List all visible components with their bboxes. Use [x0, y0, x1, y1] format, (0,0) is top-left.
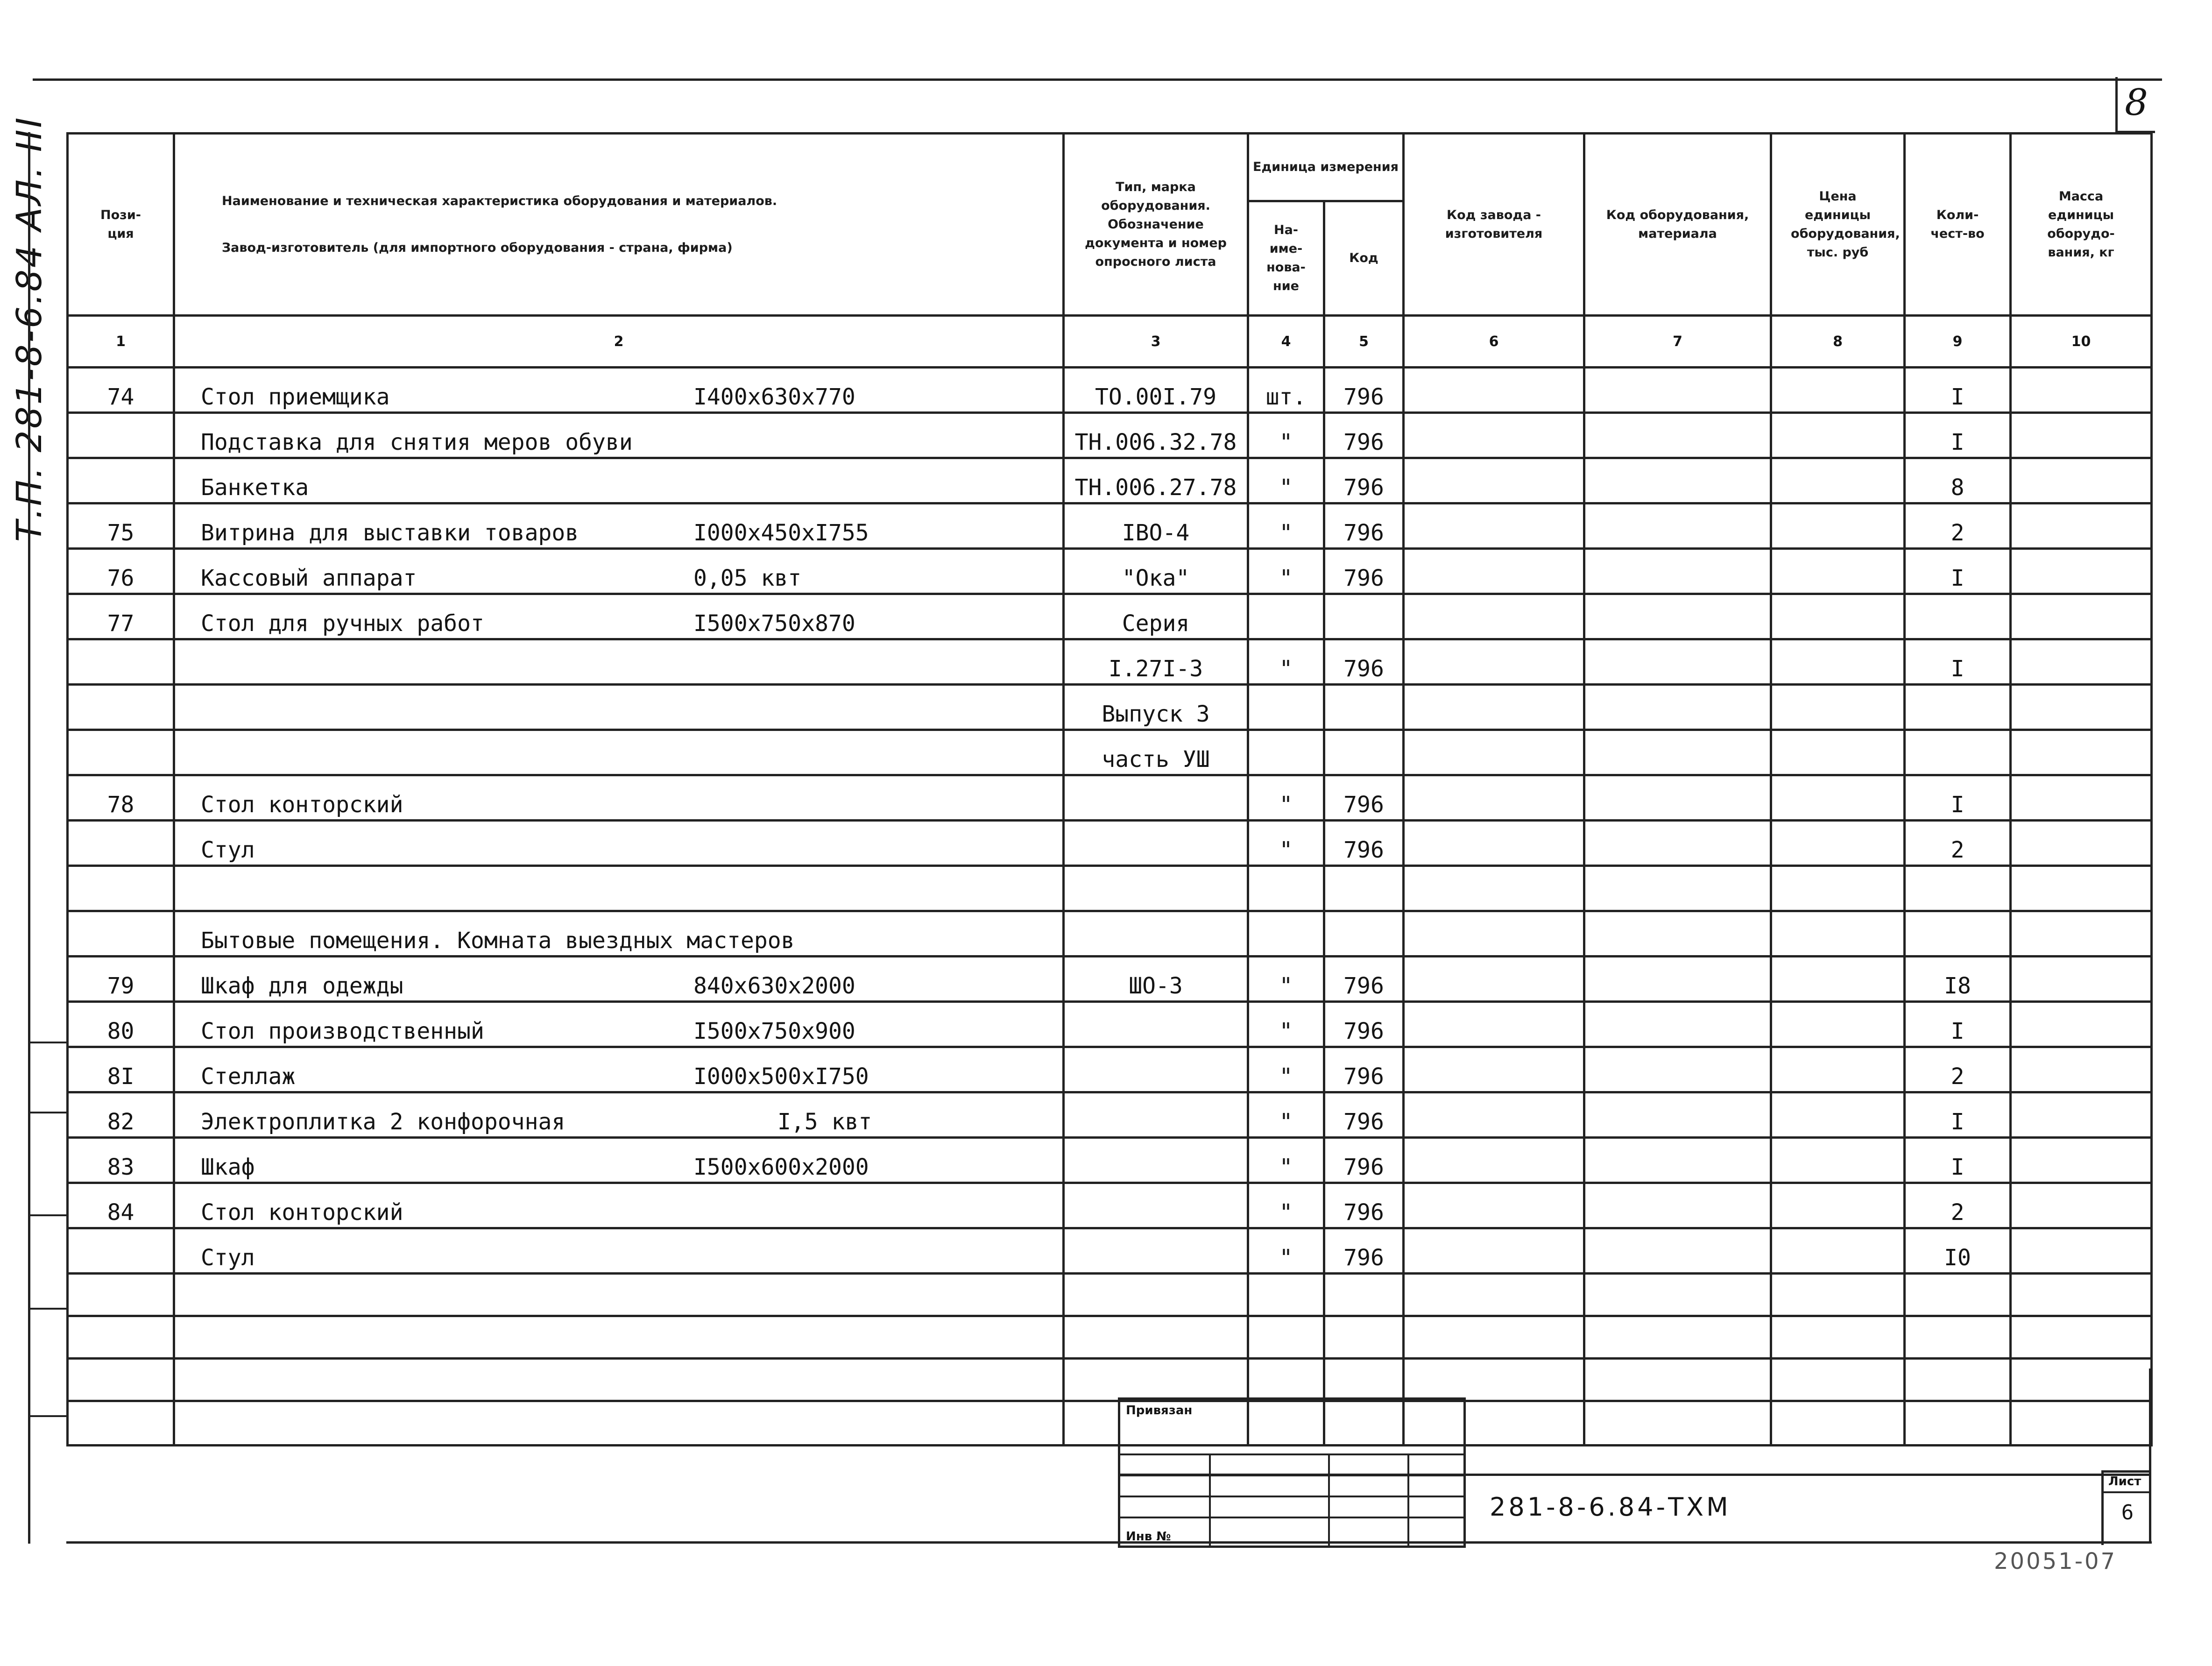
cell-price	[1771, 1002, 1905, 1047]
cell-name: Бытовые помещения. Комната выездных мастеров	[174, 911, 1064, 957]
bottom-frame-line	[66, 1541, 2152, 1544]
cell-name: Банкетка	[174, 458, 1064, 503]
cell-position: 82	[68, 1092, 174, 1138]
cell-quantity: I	[1905, 1138, 2011, 1183]
cell-unit-code: 796	[1324, 1138, 1404, 1183]
cell-type	[1064, 866, 1248, 911]
cell-unit: "	[1248, 458, 1324, 503]
cell-factory-code	[1404, 1228, 1584, 1274]
cell-unit-code: 796	[1324, 368, 1404, 413]
cell-factory-code	[1404, 775, 1584, 821]
cell-equip-code	[1584, 368, 1771, 413]
cell-factory-code	[1404, 549, 1584, 594]
cell-factory-code	[1404, 957, 1584, 1002]
cell-quantity: I0	[1905, 1228, 2011, 1274]
cell-unit-code	[1324, 866, 1404, 911]
cell-equip-code	[1584, 775, 1771, 821]
margin-tick	[28, 1214, 66, 1216]
cell-name: Подставка для снятия меров обуви	[174, 413, 1064, 458]
cell-unit	[1248, 911, 1324, 957]
table-row	[68, 821, 2152, 866]
cell-type: IВО-4	[1064, 503, 1248, 549]
cell-mass	[2011, 413, 2152, 458]
cell-name: Стол производственный I500x750x900	[174, 1002, 1064, 1047]
header-row-1	[68, 134, 2152, 201]
cell-price	[1771, 685, 1905, 730]
table-row	[68, 1092, 2152, 1138]
sheet-label: Лист	[2108, 1475, 2141, 1489]
table-row	[68, 413, 2152, 458]
cell-price	[1771, 503, 1905, 549]
cell-quantity: I	[1905, 775, 2011, 821]
cell-mass	[2011, 911, 2152, 957]
cell-name: Стул	[174, 1228, 1064, 1274]
header-equip-code: Код оборудования, материала	[1584, 134, 1771, 316]
header-unit-code: Код	[1324, 201, 1404, 316]
cell-type	[1064, 1228, 1248, 1274]
cell-dimensions: I000x450xI755	[693, 520, 869, 546]
cell-dimensions: I500x600x2000	[693, 1154, 869, 1180]
cell-position: 77	[68, 594, 174, 639]
cell-equip-code	[1584, 503, 1771, 549]
cell-unit-code: 796	[1324, 413, 1404, 458]
cell-quantity	[1905, 911, 2011, 957]
cell-position: 80	[68, 1002, 174, 1047]
header-name: Наименование и техническая характеристика оборудования и материалов. Завод-изготовитель (для импортного оборудования - страна, фирма)	[174, 134, 1064, 316]
cell-dimensions: I500x750x870	[693, 610, 855, 637]
cell-unit-code: 796	[1324, 957, 1404, 1002]
cell-unit: шт.	[1248, 368, 1324, 413]
cell-type: ТО.00I.79	[1064, 368, 1248, 413]
cell-price	[1771, 866, 1905, 911]
table-row	[68, 911, 2152, 957]
cell-mass	[2011, 1183, 2152, 1228]
table-row	[68, 1047, 2152, 1092]
cell-unit-code	[1324, 730, 1404, 775]
rows-body	[68, 368, 2152, 1274]
cell-dimensions: I400x630x770	[693, 384, 855, 410]
column-number: 3	[1064, 316, 1248, 368]
cell-position	[68, 639, 174, 685]
cell-position: 83	[68, 1138, 174, 1183]
cell-quantity	[1905, 594, 2011, 639]
cell-factory-code	[1404, 911, 1584, 957]
document-code: 281-8-6.84-ТХМ	[1490, 1492, 1731, 1522]
cell-position: 75	[68, 503, 174, 549]
cell-position	[68, 911, 174, 957]
cell-position	[68, 685, 174, 730]
cell-factory-code	[1404, 503, 1584, 549]
header-unit-name: На-име-нова-ние	[1248, 201, 1324, 316]
cell-quantity: 2	[1905, 503, 2011, 549]
cell-mass	[2011, 1047, 2152, 1092]
cell-name: Кассовый аппарат 0,05 квт	[174, 549, 1064, 594]
cell-type: Выпуск 3	[1064, 685, 1248, 730]
cell-equip-code	[1584, 1228, 1771, 1274]
cell-factory-code	[1404, 1092, 1584, 1138]
approval-stamp	[1118, 1397, 1466, 1548]
cell-equip-code	[1584, 730, 1771, 775]
cell-unit: "	[1248, 1138, 1324, 1183]
cell-quantity: 2	[1905, 821, 2011, 866]
cell-quantity: I	[1905, 1002, 2011, 1047]
cell-equip-code	[1584, 1092, 1771, 1138]
cell-position	[68, 413, 174, 458]
table-row	[68, 1228, 2152, 1274]
table-row	[68, 957, 2152, 1002]
cell-type	[1064, 911, 1248, 957]
cell-dimensions: 840x630x2000	[693, 973, 855, 999]
header-qty: Коли-чест-во	[1905, 134, 2011, 316]
table-row	[68, 458, 2152, 503]
left-margin-line	[28, 132, 30, 1544]
right-frame-line	[2149, 1368, 2151, 1544]
cell-position	[68, 458, 174, 503]
cell-equip-code	[1584, 639, 1771, 685]
cell-mass	[2011, 639, 2152, 685]
cell-unit-code: 796	[1324, 775, 1404, 821]
cell-unit-code	[1324, 594, 1404, 639]
cell-name: Стол конторский	[174, 1183, 1064, 1228]
cell-equip-code	[1584, 458, 1771, 503]
margin-tick	[28, 1112, 66, 1113]
table-row	[68, 594, 2152, 639]
cell-mass	[2011, 503, 2152, 549]
cell-equip-code	[1584, 911, 1771, 957]
column-number: 10	[2011, 316, 2152, 368]
cell-name: Стол для ручных работ I500x750x870	[174, 594, 1064, 639]
side-project-code: Т.П. 281-8-6.84 АЛ. III	[9, 115, 49, 542]
cell-name: Стол приемщика I400x630x770	[174, 368, 1064, 413]
cell-name: Стеллаж I000x500xI750	[174, 1047, 1064, 1092]
sheet-box	[2101, 1470, 2151, 1545]
cell-quantity: I	[1905, 639, 2011, 685]
cell-price	[1771, 368, 1905, 413]
cell-price	[1771, 1138, 1905, 1183]
cell-type	[1064, 1092, 1248, 1138]
margin-tick	[28, 1415, 66, 1417]
cell-unit: "	[1248, 1002, 1324, 1047]
header-factory-code: Код завода - изготовителя	[1404, 134, 1584, 316]
cell-unit-code: 796	[1324, 1228, 1404, 1274]
page-number: 8	[2115, 77, 2155, 133]
cell-type	[1064, 1047, 1248, 1092]
cell-unit: "	[1248, 639, 1324, 685]
cell-unit: "	[1248, 775, 1324, 821]
cell-position	[68, 730, 174, 775]
table-row	[68, 775, 2152, 821]
cell-factory-code	[1404, 413, 1584, 458]
table-row	[68, 685, 2152, 730]
cell-factory-code	[1404, 685, 1584, 730]
cell-equip-code	[1584, 685, 1771, 730]
cell-dimensions: I000x500xI750	[693, 1063, 869, 1090]
cell-type	[1064, 775, 1248, 821]
table-row	[68, 549, 2152, 594]
header-price: Цена единицы оборудования, тыс. руб	[1771, 134, 1905, 316]
cell-factory-code	[1404, 639, 1584, 685]
column-number: 4	[1248, 316, 1324, 368]
cell-name: Стул	[174, 821, 1064, 866]
cell-type: "Ока"	[1064, 549, 1248, 594]
cell-price	[1771, 821, 1905, 866]
cell-price	[1771, 730, 1905, 775]
cell-mass	[2011, 866, 2152, 911]
column-number: 9	[1905, 316, 2011, 368]
cell-unit: "	[1248, 503, 1324, 549]
cell-power: I,5 квт	[777, 1109, 872, 1135]
cell-mass	[2011, 368, 2152, 413]
top-border-line	[33, 78, 2162, 81]
header-unit: Единица измерения	[1248, 134, 1404, 201]
cell-mass	[2011, 957, 2152, 1002]
cell-quantity: 8	[1905, 458, 2011, 503]
cell-price	[1771, 413, 1905, 458]
cell-quantity: 2	[1905, 1183, 2011, 1228]
cell-factory-code	[1404, 821, 1584, 866]
cell-mass	[2011, 594, 2152, 639]
margin-tick	[28, 1308, 66, 1310]
cell-quantity: I	[1905, 413, 2011, 458]
cell-unit-code: 796	[1324, 549, 1404, 594]
cell-mass	[2011, 1002, 2152, 1047]
table-row	[68, 730, 2152, 775]
cell-dimensions: I500x750x900	[693, 1018, 855, 1044]
cell-quantity: I	[1905, 1092, 2011, 1138]
stamp-label-inventory: Инв №	[1126, 1530, 1171, 1544]
cell-unit	[1248, 594, 1324, 639]
cell-equip-code	[1584, 1138, 1771, 1183]
cell-unit: "	[1248, 413, 1324, 458]
cell-quantity	[1905, 730, 2011, 775]
cell-type	[1064, 1183, 1248, 1228]
cell-name	[174, 685, 1064, 730]
cell-name	[174, 639, 1064, 685]
table-row	[68, 503, 2152, 549]
cell-unit-code: 796	[1324, 458, 1404, 503]
cell-unit: "	[1248, 1047, 1324, 1092]
column-number: 1	[68, 316, 174, 368]
cell-position: 84	[68, 1183, 174, 1228]
column-number: 8	[1771, 316, 1905, 368]
cell-name: Шкаф для одежды 840x630x2000	[174, 957, 1064, 1002]
cell-unit: "	[1248, 957, 1324, 1002]
cell-mass	[2011, 730, 2152, 775]
cell-factory-code	[1404, 1047, 1584, 1092]
cell-price	[1771, 911, 1905, 957]
table-row	[68, 639, 2152, 685]
header-mass: Масса единицы оборудо-вания, кг	[2011, 134, 2152, 316]
cell-factory-code	[1404, 1002, 1584, 1047]
cell-unit: "	[1248, 549, 1324, 594]
cell-name: Электроплитка 2 конфорочная I,5 квт	[174, 1092, 1064, 1138]
cell-mass	[2011, 821, 2152, 866]
cell-unit-code: 796	[1324, 639, 1404, 685]
cell-unit: "	[1248, 1228, 1324, 1274]
cell-mass	[2011, 549, 2152, 594]
cell-type: ТН.006.27.78	[1064, 458, 1248, 503]
cell-dimensions: 0,05 квт	[693, 565, 802, 591]
cell-name: Витрина для выставки товаров I000x450xI755	[174, 503, 1064, 549]
cell-unit-code: 796	[1324, 503, 1404, 549]
cell-factory-code	[1404, 1138, 1584, 1183]
cell-factory-code	[1404, 1183, 1584, 1228]
cell-quantity	[1905, 866, 2011, 911]
cell-position	[68, 1228, 174, 1274]
cell-type	[1064, 1002, 1248, 1047]
cell-position	[68, 866, 174, 911]
cell-type: часть УШ	[1064, 730, 1248, 775]
margin-tick	[28, 1042, 66, 1043]
cell-factory-code	[1404, 458, 1584, 503]
cell-unit-code: 796	[1324, 1183, 1404, 1228]
cell-factory-code	[1404, 730, 1584, 775]
cell-name	[174, 866, 1064, 911]
cell-unit	[1248, 730, 1324, 775]
column-number: 5	[1324, 316, 1404, 368]
cell-price	[1771, 957, 1905, 1002]
cell-price	[1771, 639, 1905, 685]
cell-unit-code: 796	[1324, 1092, 1404, 1138]
column-number-row	[68, 316, 2152, 368]
cell-name	[174, 730, 1064, 775]
cell-unit	[1248, 866, 1324, 911]
cell-type: Серия	[1064, 594, 1248, 639]
cell-type: ТН.006.32.78	[1064, 413, 1248, 458]
cell-mass	[2011, 685, 2152, 730]
cell-price	[1771, 594, 1905, 639]
cell-type	[1064, 821, 1248, 866]
cell-position: 78	[68, 775, 174, 821]
cell-quantity: I8	[1905, 957, 2011, 1002]
column-number: 6	[1404, 316, 1584, 368]
cell-price	[1771, 1047, 1905, 1092]
cell-equip-code	[1584, 1002, 1771, 1047]
stamp-label-attached: Привязан	[1126, 1404, 1193, 1418]
cell-unit-code	[1324, 685, 1404, 730]
cell-unit-code: 796	[1324, 1002, 1404, 1047]
cell-type: I.27I-3	[1064, 639, 1248, 685]
header-type: Тип, марка оборудования. Обозначение документа и номер опросного листа	[1064, 134, 1248, 316]
cell-quantity	[1905, 685, 2011, 730]
cell-price	[1771, 775, 1905, 821]
archive-number: 20051-07	[1994, 1548, 2117, 1574]
cell-position: 74	[68, 368, 174, 413]
cell-equip-code	[1584, 1183, 1771, 1228]
empty-rows	[68, 1274, 2152, 1446]
cell-equip-code	[1584, 549, 1771, 594]
cell-type: ШО-3	[1064, 957, 1248, 1002]
specification-table	[66, 132, 2153, 1446]
cell-equip-code	[1584, 866, 1771, 911]
cell-unit: "	[1248, 821, 1324, 866]
cell-price	[1771, 458, 1905, 503]
cell-price	[1771, 1092, 1905, 1138]
cell-name: Шкаф I500x600x2000	[174, 1138, 1064, 1183]
doc-line	[1118, 1474, 2150, 1476]
cell-factory-code	[1404, 368, 1584, 413]
cell-type	[1064, 1138, 1248, 1183]
table-row	[68, 866, 2152, 911]
cell-position: 76	[68, 549, 174, 594]
cell-unit: "	[1248, 1092, 1324, 1138]
cell-quantity: I	[1905, 368, 2011, 413]
table-row	[68, 1138, 2152, 1183]
cell-mass	[2011, 775, 2152, 821]
table-row	[68, 1183, 2152, 1228]
cell-name: Стол конторский	[174, 775, 1064, 821]
header-pos: Пози- ция	[68, 134, 174, 316]
cell-price	[1771, 549, 1905, 594]
cell-unit-code	[1324, 911, 1404, 957]
cell-unit-code: 796	[1324, 1047, 1404, 1092]
cell-price	[1771, 1228, 1905, 1274]
column-number: 7	[1584, 316, 1771, 368]
cell-equip-code	[1584, 413, 1771, 458]
cell-factory-code	[1404, 594, 1584, 639]
sheet-number: 6	[2121, 1501, 2134, 1524]
column-number: 2	[174, 316, 1064, 368]
cell-position	[68, 821, 174, 866]
cell-mass	[2011, 458, 2152, 503]
cell-unit-code: 796	[1324, 821, 1404, 866]
cell-quantity: 2	[1905, 1047, 2011, 1092]
cell-factory-code	[1404, 866, 1584, 911]
cell-equip-code	[1584, 821, 1771, 866]
table-row	[68, 1002, 2152, 1047]
cell-quantity: I	[1905, 549, 2011, 594]
cell-equip-code	[1584, 957, 1771, 1002]
cell-equip-code	[1584, 594, 1771, 639]
table-row	[68, 368, 2152, 413]
cell-unit: "	[1248, 1183, 1324, 1228]
cell-price	[1771, 1183, 1905, 1228]
cell-mass	[2011, 1228, 2152, 1274]
cell-unit	[1248, 685, 1324, 730]
cell-mass	[2011, 1138, 2152, 1183]
cell-position: 8I	[68, 1047, 174, 1092]
cell-equip-code	[1584, 1047, 1771, 1092]
cell-position: 79	[68, 957, 174, 1002]
cell-mass	[2011, 1092, 2152, 1138]
